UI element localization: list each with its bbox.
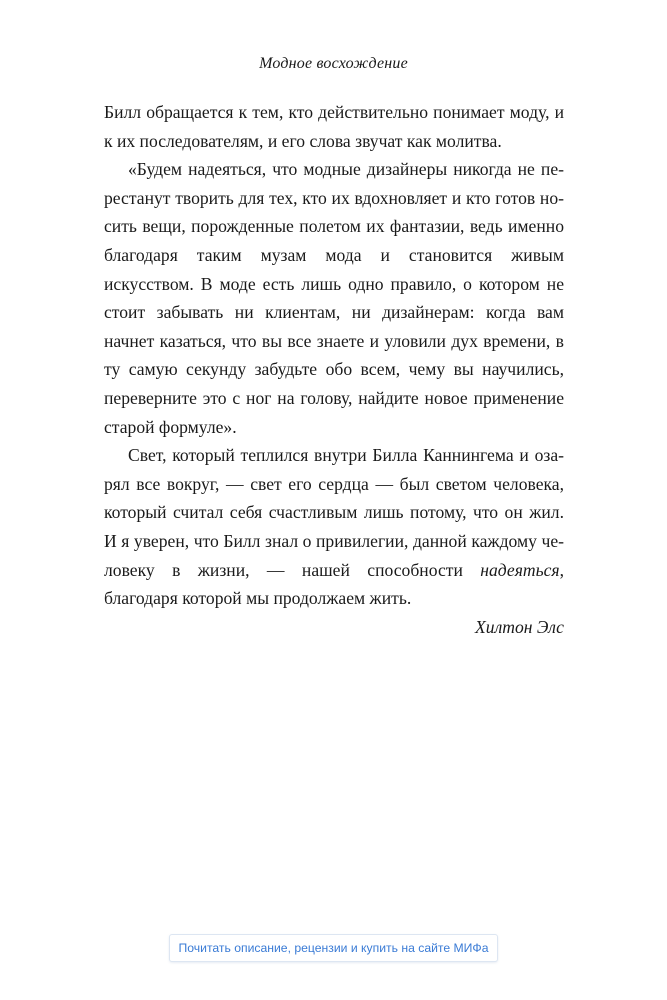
quote-paragraph: «Будем надеяться, что модные дизайнеры никогда не перестанут творить для тех, кто их вдохновляет и кто готов носить вещи, порожденные полетом их фантазии, ведь именно благодаря таким музам мода и становится живым искусством. В моде есть лишь одно правило, о котором не стоит забывать ни клиентам, ни дизайнерам: когда вам начнет казаться, что вы все знаете и уловили дух времени, в ту самую секунду забудьте обо всем, чему вы научились, переверните это с ног на голову, найдите новое применение старой формуле». xyxy=(104,159,564,437)
running-header: Модное восхождение xyxy=(259,55,408,72)
paragraph: Билл обращается к тем, кто действительно понимает моду, и к их последователям, и его слова звучат как молитва. xyxy=(104,102,564,151)
author-signature: Хилтон Элс xyxy=(475,616,564,637)
paragraph xyxy=(104,441,564,613)
emphasized-word: надеяться xyxy=(480,559,560,580)
buy-on-mif-link[interactable] xyxy=(169,934,498,962)
buy-on-mif-link-label: Почитать описание, рецензии и купить на сайте МИФа xyxy=(178,941,489,955)
paragraph-text: , благодаря которой мы продолжаем жить. xyxy=(104,559,564,609)
paragraph-text: Свет, который теплился внутри Билла Каннингема и озарял все вокруг, — свет его сердца — был светом человека, который считал себя счастливым лишь потому, что он жил. И я уверен, что Билл знал о привилегии, данной каждому человеку в жизни, — нашей способности xyxy=(104,445,564,580)
body-text xyxy=(104,98,564,641)
